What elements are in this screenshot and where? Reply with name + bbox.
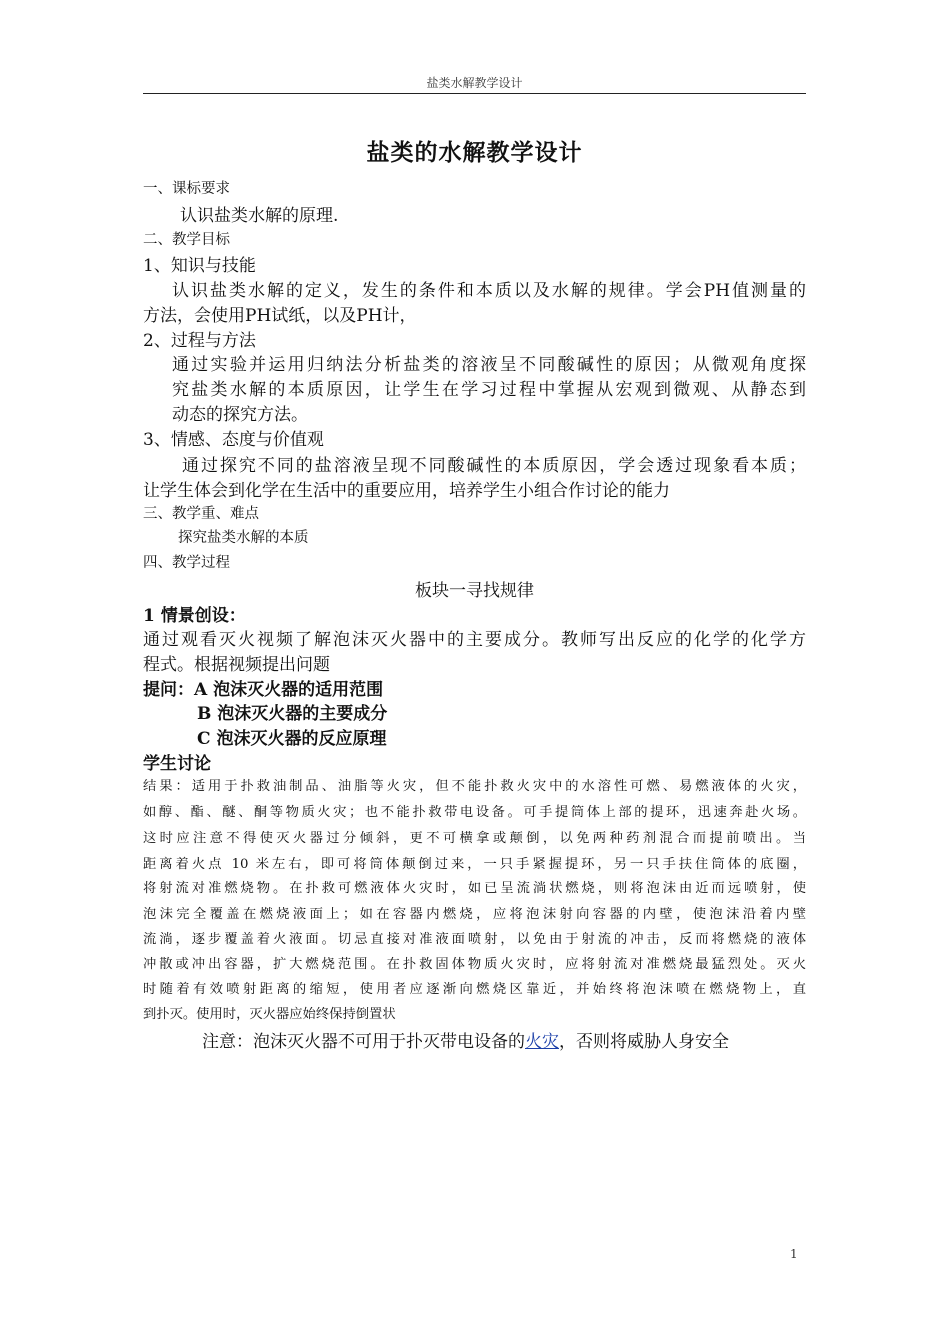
scene-line-2: 程式。根据视频提出问题 [143, 655, 330, 675]
subheading-process: 2、过程与方法 [143, 331, 256, 351]
section-heading-process: 四、教学过程 [143, 555, 230, 571]
section-heading-keypoints: 三、教学重、难点 [143, 506, 259, 522]
attitude-line-1: 通过探究不同的盐溶液呈现不同酸碱性的本质原因，学会透过现象看本质； [182, 456, 806, 476]
result-line: 这时应注意不得使灭火器过分倾斜，更不可横拿或颠倒，以免两种药剂混合而提前喷出。当 [143, 831, 806, 846]
discussion-heading: 学生讨论 [143, 754, 211, 774]
block-title: 板块一寻找规律 [415, 581, 534, 601]
result-line: 到扑灭。使用时，灭火器应始终保持倒置状 [143, 1007, 396, 1022]
note-text-after: ，否则将威胁人身安全 [559, 1032, 729, 1052]
result-line: 结果：适用于扑救油制品、油脂等火灾，但不能扑救火灾中的水溶性可燃、易燃液体的火灾， [143, 779, 806, 794]
question-c: C 泡沫灭火器的反应原理 [197, 729, 387, 749]
knowledge-line-2: 方法，会使用PH试纸，以及PH计， [143, 306, 417, 326]
running-header: 盐类水解教学设计 [426, 76, 523, 90]
standards-text: 认识盐类水解的原理. [180, 206, 339, 226]
fire-link[interactable]: 火灾 [525, 1032, 559, 1052]
result-line: 流淌，逐步覆盖着火液面。切忌直接对准液面喷射，以免由于射流的冲击，反而将燃烧的液体 [143, 932, 806, 947]
attitude-line-2: 让学生体会到化学在生活中的重要应用，培养学生小组合作讨论的能力 [143, 481, 670, 501]
question-a: 提问：A 泡沫灭火器的适用范围 [143, 680, 384, 700]
section-heading-objectives: 二、教学目标 [143, 232, 230, 248]
scene-line-1: 通过观看灭火视频了解泡沫灭火器中的主要成分。教师写出反应的化学的化学方 [143, 630, 806, 650]
scene-heading: 1 情景创设： [143, 606, 246, 626]
page-number: 1 [790, 1247, 798, 1261]
note-line [202, 1027, 729, 1052]
process-line-3: 动态的探究方法。 [172, 405, 308, 425]
result-line: 将射流对准燃烧物。在扑救可燃液体火灾时，如已呈流淌状燃烧，则将泡沫由近而远喷射，使 [143, 881, 806, 896]
process-line-1: 通过实验并运用归纳法分析盐类的溶液呈不同酸碱性的原因；从微观角度探 [172, 355, 806, 375]
result-line: 如醇、酯、醚、酮等物质火灾；也不能扑救带电设备。可手提筒体上部的提环，迅速奔赴火场。 [143, 805, 806, 820]
result-line: 冲散或冲出容器，扩大燃烧范围。在扑救固体物质火灾时，应将射流对准燃烧最猛烈处。灭火 [143, 957, 806, 972]
section-heading-standards: 一、课标要求 [143, 181, 230, 197]
note-text-before: 注意：泡沫灭火器不可用于扑灭带电设备的 [202, 1032, 525, 1052]
subheading-attitude: 3、情感、态度与价值观 [143, 430, 324, 450]
question-b: B 泡沫灭火器的主要成分 [197, 704, 388, 724]
header-rule [143, 93, 806, 94]
document-title: 盐类的水解教学设计 [366, 139, 583, 166]
result-line: 时随着有效喷射距离的缩短，使用者应逐渐向燃烧区靠近，并始终将泡沫喷在燃烧物上，直 [143, 982, 806, 997]
process-line-2: 究盐类水解的本质原因，让学生在学习过程中掌握从宏观到微观、从静态到 [172, 380, 806, 400]
knowledge-line-1: 认识盐类水解的定义，发生的条件和本质以及水解的规律。学会PH值测量的 [172, 281, 806, 301]
keypoints-text: 探究盐类水解的本质 [178, 530, 309, 546]
subheading-knowledge: 1、知识与技能 [143, 256, 256, 276]
result-line: 距离着火点 10 米左右，即可将筒体颠倒过来，一只手紧握提环，另一只手扶住筒体的底圈， [143, 857, 806, 872]
result-line: 泡沫完全覆盖在燃烧液面上；如在容器内燃烧，应将泡沫射向容器的内壁，使泡沫沿着内壁 [143, 907, 806, 922]
